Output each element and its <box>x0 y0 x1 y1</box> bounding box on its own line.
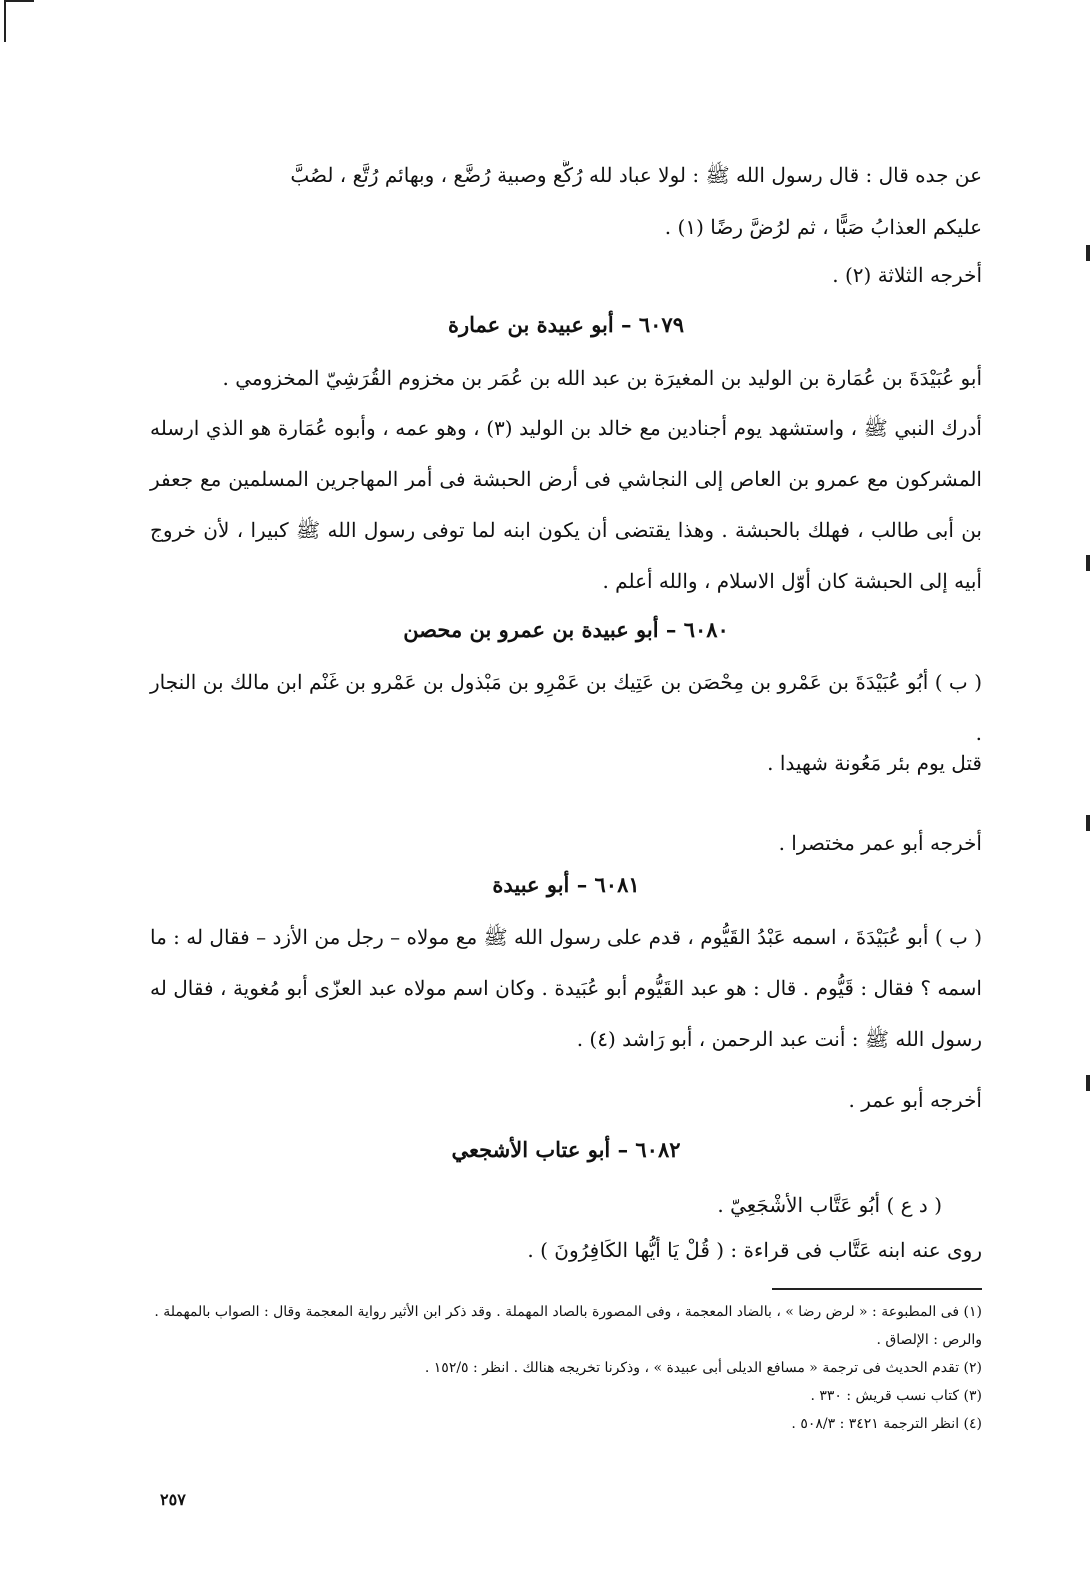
edge-mark <box>1086 245 1090 261</box>
footnote-rule <box>772 1288 982 1290</box>
entry-paragraph: أخرجه أبو عمر . <box>848 1088 982 1112</box>
entry-heading: ٦٠٧٩ – أبو عبيدة بن عمارة <box>448 312 684 337</box>
entry-heading: ٦٠٨٢ – أبو عتاب الأشجعي <box>451 1137 681 1162</box>
text-line: عليكم العذابُ صَبًّا ، ثم لرُضَّ رضًا (١) . <box>664 215 982 239</box>
entry-paragraph: أخرجه أبو عمر مختصرا . <box>778 831 982 855</box>
footnote: (٣) كتاب نسب قريش : ٣٣٠ . <box>810 1388 982 1404</box>
footnote: (١) فى المطبوعة : « لرض رضا » ، بالضاد المعجمة ، وفى المصورة بالصاد المهملة . وقد ذكر ابن الأثير رواية المعجمة وقال : الصواب بالمهملة . والرص : الإلصاق . <box>154 1304 982 1348</box>
entry-paragraph: ( د ع ) أبُو عَتَّاب الأشْجَعِيّ . <box>717 1193 942 1217</box>
entry-heading: ٦٠٨١ – أبو عبيدة <box>492 872 640 897</box>
crop-mark <box>4 0 34 2</box>
entry-paragraph: روى عنه ابنه عَتَّاب فى قراءة : ( قُلْ يَا أيُّها الكَافِرُونَ ) . <box>527 1238 982 1262</box>
edge-mark <box>1086 555 1090 571</box>
entry-heading: ٦٠٨٠ – أبو عبيدة بن عمرو بن محصن <box>403 617 729 642</box>
footnote: (٤) انظر الترجمة ٣٤٢١ : ٥٠٨/٣ . <box>791 1416 982 1432</box>
entry-paragraph: أبو عُبَيْدَةَ بن عُمَارة بن الوليد بن المغيرَة بن عبد الله بن عُمَر بن مخزوم القُرَشِيّ المخزومي . <box>222 366 982 390</box>
entry-paragraph: ( ب ) أبُو عُبَيْدَةَ بن عَمْرو بن مِحْصَن بن عَتِيك بن عَمْرِو بن مَبْذول بن عَمْرو بن غَنْم ابن مالك بن النجار . <box>150 670 982 745</box>
entry-paragraph: أدرك النبي ﷺ ، واستشهد يوم أجنادين مع خالد بن الوليد (٣) ، وهو عمه ، وأبوه عُمَارة هو الذي ارسله المشركون مع عمرو بن العاص إلى النجاشي فى أرض الحبشة فى أمر المهاجرين المسلمين مع جعفر بن أبى طالب ، فهلك بالحبشة . وهذا يقتضى أن يكون ابنه لما توفى رسول الله ﷺ كبيرا ، لأن خروج أبيه إلى الحبشة كان أوّل الاسلام ، والله أعلم . <box>150 416 982 593</box>
footnotes <box>150 1298 982 1438</box>
crop-mark <box>4 0 6 42</box>
entry-paragraph: ( ب ) أبو عُبَيْدَةَ ، اسمه عَبْدُ القَيُّوم ، قدم على رسول الله ﷺ مع مولاه – رجل من الأزد – فقال له : ما اسمه ؟ فقال : قَيُّوم . قال : هو عبد القَيُّوم أبو عُبَيدة . وكان اسم مولاه عبد العزّى أبو مُغوية ، فقال له رسول الله ﷺ : أنت عبد الرحمن ، أبو رَاشد (٤) . <box>150 925 982 1051</box>
edge-mark <box>1086 1075 1090 1091</box>
entry-paragraph: قتل يوم بئر مَعُونة شهيدا . <box>767 751 982 775</box>
edge-mark <box>1086 815 1090 831</box>
footnote: (٢) تقدم الحديث فى ترجمة « مسافع الديلى أبى عبيدة » ، وذكرنا تخريجه هنالك . انظر : ١٥٢/٥ . <box>424 1360 982 1376</box>
note-line: أخرجه الثلاثة (٢) . <box>832 263 982 287</box>
page-number: ٢٥٧ <box>160 1490 186 1509</box>
text-line: عن جده قال : قال رسول الله ﷺ : لولا عباد لله رُكَّع وصبية رُضَّع ، وبهائم رُتَّع ، لصُبَّ <box>290 163 982 187</box>
